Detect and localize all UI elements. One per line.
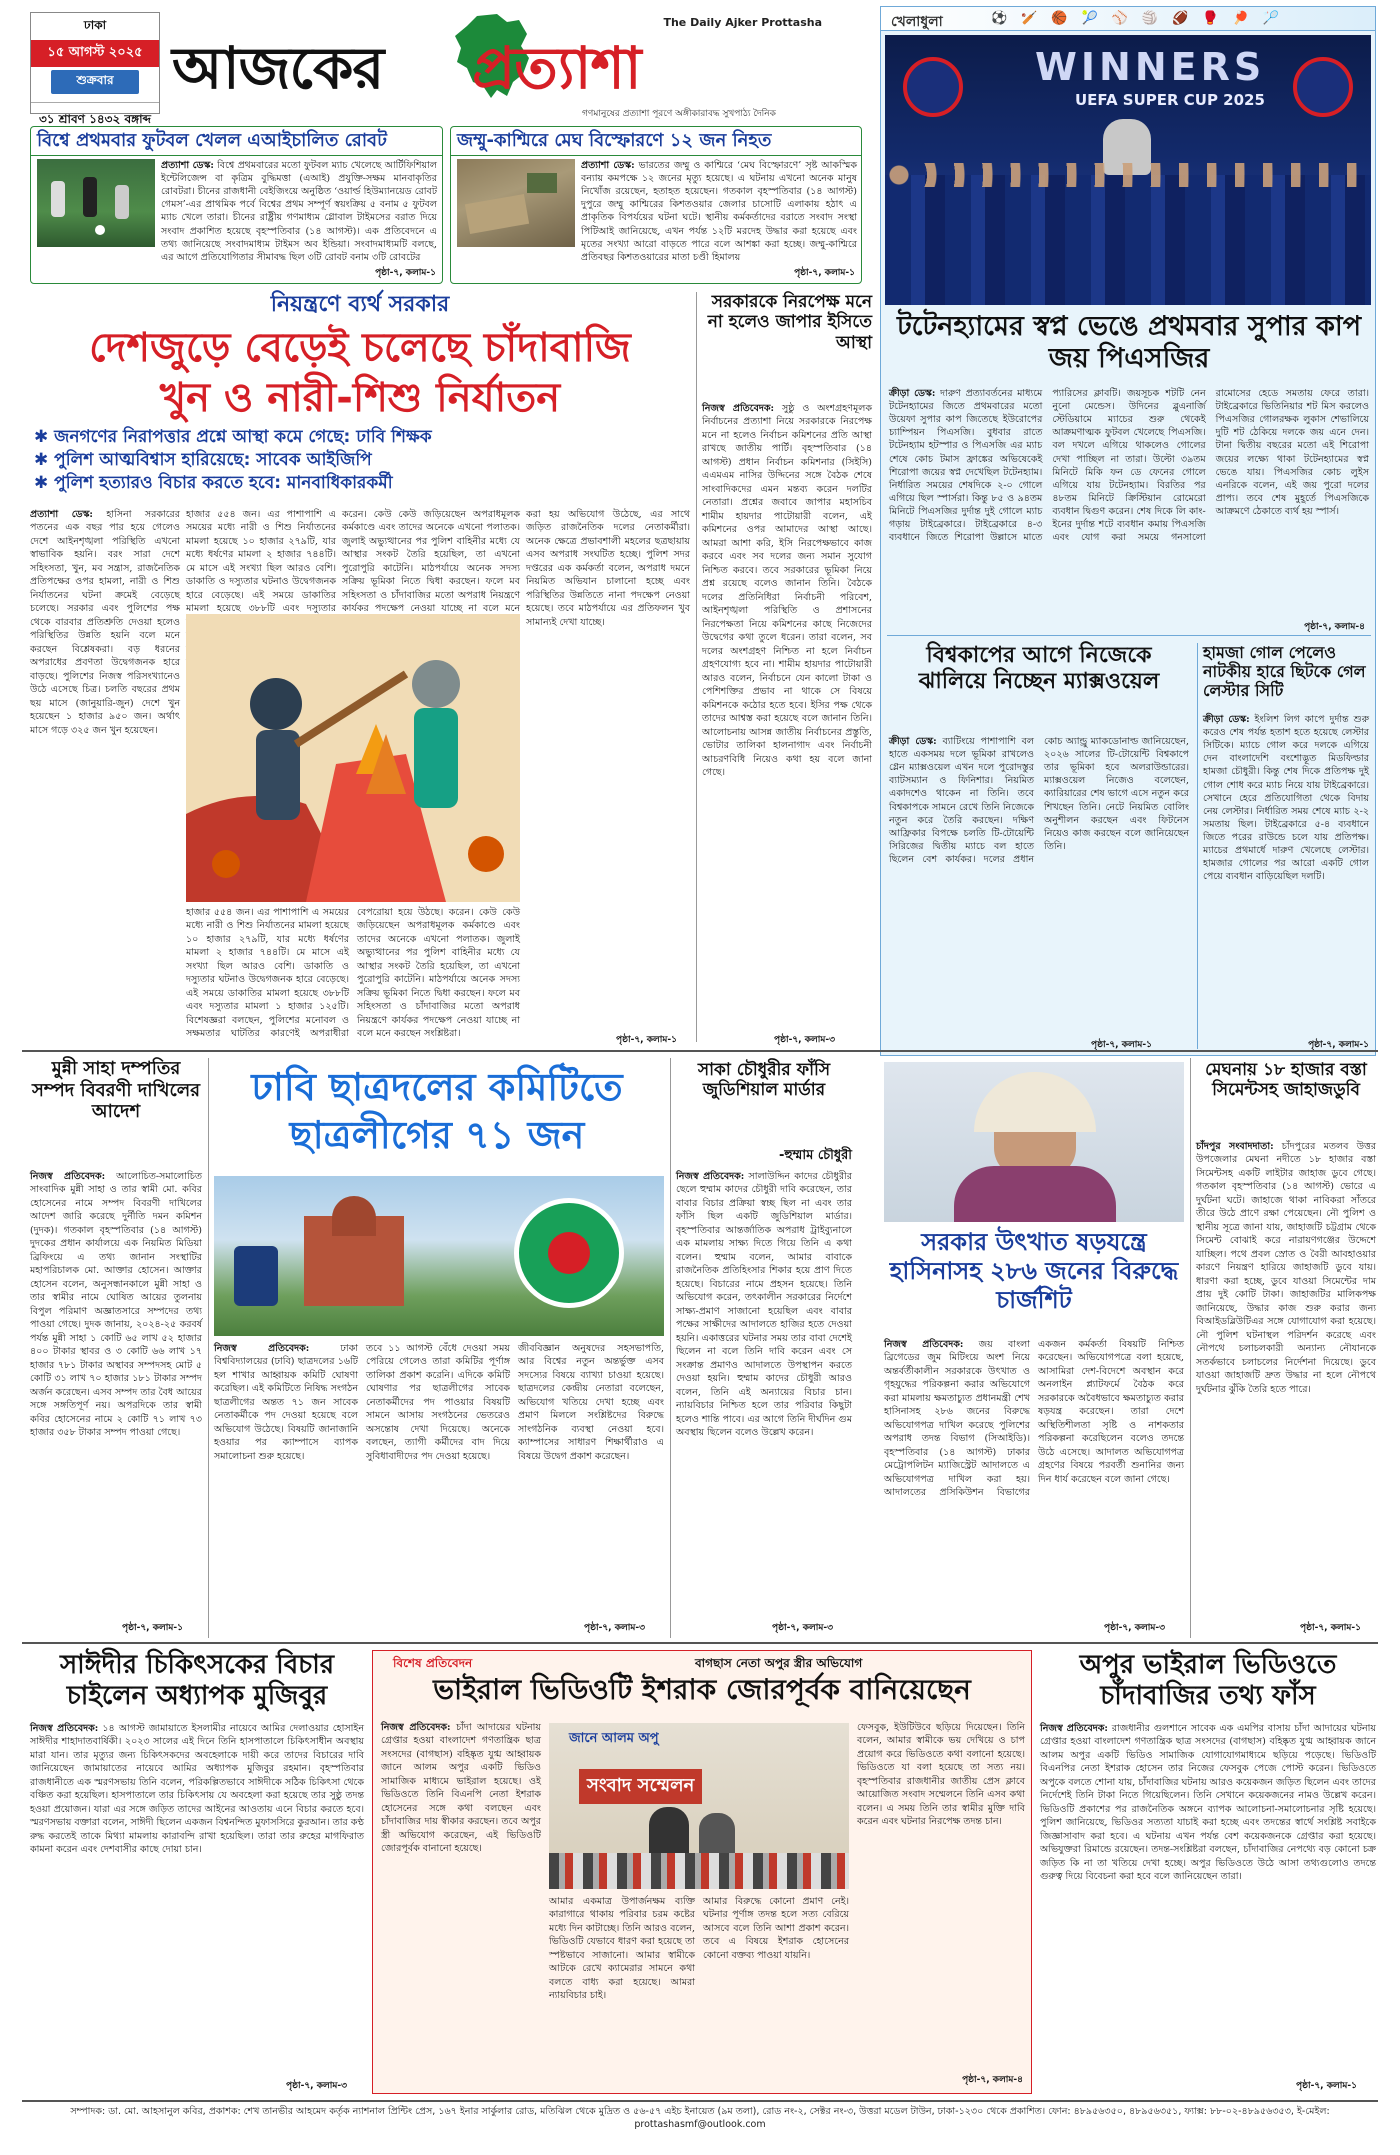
bullet-1: ✱ জনগণের নিরাপত্তার প্রশ্নে আস্থা কমে গেছে: ঢাবি শিক্ষক	[34, 427, 432, 447]
date-english: ১৫ আগস্ট ২০২৫	[31, 40, 159, 67]
viral-col-1: নিজস্ব প্রতিবেদক: চাঁদা আদায়ের ঘটনায় গ্রেপ্তার হওয়া বাংলাদেশ গণতান্ত্রিক ছাত্র সংসদের (বাগছাস) বহিষ্কৃত যুগ্ম আহ্বায়ক জানে আলম অপুর একটি ভিডিও সামাজিক মাধ্যমে ভাইরাল হয়েছে। ওই ভিডিওতে তিনি বিএনপি নেতা ইশরাক হোসেনের সঙ্গে কথা বলছেন এবং চাঁদাবাজির দায় স্বীকার করছেন। তবে অপুর স্ত্রী অভিযোগ করেছেন, এই ভিডিওটি জোরপূর্বক বানানো হয়েছে।	[381, 1722, 541, 1855]
logo-part-2: প্রত্যাশা	[472, 34, 641, 102]
apu-headline[interactable]: অপুর ভাইরাল ভিডিওতে চাঁদাবাজির তথ্য ফাঁস	[1079, 1650, 1337, 1712]
lead-headline-1[interactable]: দেশজুড়ে বেড়েই চলেছে চাঁদাবাজি	[89, 325, 631, 371]
viral-report-box	[372, 1650, 1032, 2094]
sports-lead-headline[interactable]: টটেনহ্যামের স্বপ্ন ভেঙে প্রথমবার সুপার কাপ জয় পিএসজির	[896, 311, 1362, 375]
sports-header	[881, 7, 1375, 31]
lead-col-2: হাজার ৫৫৪ জন। এর পাশাপাশি এ সময়ের মধ্যে নারী ও শিশু নির্যাতনের মামলা হয়েছে ১০ হাজার ২৭৯টি, যার মধ্যে ধর্ষণের মামলা ২ হাজার ৭৪৪টি। মে মাসে এই সংখ্যা ছিল আরও বেশি। ডাকাতি ও দস্যুতার ঘটনাও উদ্বেগজনক হারে বেড়েছে। এই সময়ে ডাকাতির মামলা হয়েছে ৩৮৮টি এবং দস্যুতার	[186, 509, 336, 615]
sayeedi-continue[interactable]: পৃষ্ঠা-৭, কলাম-৩	[282, 2078, 347, 2093]
munni-headline[interactable]: মুন্নী সাহা দম্পতির সম্পদ বিবরণী দাখিলের আদেশ	[31, 1058, 201, 1123]
lead-col-3: করেন। কেউ কেউ জড়িয়েছেন অপরাধমূলক কর্মকাণ্ডে এবং তাদের অনেকে এখনো পলাতক। জুলাই অভ্যুত্থানের পর পুলিশ বাহিনীর মধ্যে যে আস্থার সংকট তৈরি হয়েছিল, তা এখনো পুরোপুরি কাটেনি। মাঠপর্যায়ে অনেক সদস্য সক্রিয় ভূমিকা নিতে দ্বিধা করছেন। ফলে মব সহিংসতা ও চাঁদাবাজির মতো অপরাধ নিয়ন্ত্রণে কার্যকর পদক্ষেপ নেওয়া যাচ্ছে না বলে মনে	[342, 509, 520, 615]
meghna-continue[interactable]: পৃষ্ঠা-৭, কলাম-১	[1296, 1620, 1361, 1635]
sports-section-label: খেলাধুলা	[891, 14, 943, 30]
meghna-body: চাঁদপুর সংবাদদাতা: চাঁদপুরের মতলব উত্তর উপজেলার মেঘনা নদীতে ১৮ হাজার বস্তা সিমেন্টসহ একটি লাইটার জাহাজ ডুবে গেছে। গতকাল বৃহস্পতিবার (১৪ আগস্ট) ভোরে এ দুর্ঘটনা ঘটে। জাহাজে থাকা নাবিকরা সাঁতরে তীরে উঠে প্রাণে রক্ষা পেয়েছেন। নৌ পুলিশ ও স্থানীয় সূত্রে জানা যায়, জাহাজটি চট্টগ্রাম থেকে সিমেন্ট বোঝাই করে নারায়ণগঞ্জের উদ্দেশে যাচ্ছিল। পথে প্রবল স্রোত ও বৈরী আবহাওয়ার কারণে নিয়ন্ত্রণ হারিয়ে জাহাজটি ডুবে যায়। ধারণা করা হচ্ছে, ডুবে যাওয়া সিমেন্টের দাম প্রায় দুই কোটি টাকা। জাহাজটির মালিকপক্ষ জানিয়েছে, উদ্ধার কাজ শুরু করার জন্য বিআইডব্লিউটিএর সঙ্গে যোগাযোগ করা হয়েছে। নৌ পুলিশ ঘটনাস্থল পরিদর্শন করেছে এবং নৌপথে চলাচলকারী অন্যান্য নৌযানকে সতর্কভাবে চলাচলের নির্দেশনা দিয়েছে। ডুবে যাওয়া জাহাজটি দ্রুত উদ্ধার না হলে নৌপথে দুর্ঘটনার ঝুঁকি তৈরি হতে পারে।	[1196, 1141, 1376, 1395]
apu-body: নিজস্ব প্রতিবেদক: রাজধানীর গুলশানে সাবেক এক এমপির বাসায় চাঁদা আদায়ের ঘটনায় গ্রেপ্তার হওয়া বাংলাদেশ গণতান্ত্রিক ছাত্র সংসদের (বাগছাস) বহিষ্কৃত যুগ্ম আহ্বায়ক জানে আলম অপুর একটি ভিডিও সামাজিক যোগাযোগমাধ্যমে ছড়িয়ে পড়েছে। ভিডিওটি বিএনপির নেতা ইশরাক হোসেন তার নিজের ফেসবুক পেজে পোস্ট করেন। ভিডিওতে অপুকে বলতে শোনা যায়, চাঁদাবাজির ঘটনায় আরও কয়েকজন জড়িত ছিলেন এবং তাদের নির্দেশেই তিনি টাকা নিতে গিয়েছিলেন। তিনি সেখানে কয়েকজনের নামও উল্লেখ করেন। ভিডিওটি প্রকাশের পর রাজনৈতিক অঙ্গনে ব্যাপক আলোচনা-সমালোচনার সৃষ্টি হয়েছে। পুলিশ জানিয়েছে, ভিডিওর সত্যতা যাচাই করা হচ্ছে এবং তদন্তের স্বার্থে সংশ্লিষ্ট সবাইকে জিজ্ঞাসাবাদ করা হবে। এ ঘটনায় এখন পর্যন্ত বেশ কয়েকজনকে গ্রেপ্তার করা হয়েছে। অভিযুক্তরা রিমান্ডে রয়েছেন। তদন্ত-সংশ্লিষ্টরা বলছেন, চাঁদাবাজির নেপথ্যে বড় কোনো চক্র জড়িত কি না তা খতিয়ে দেখা হচ্ছে। অপুর ভিডিওতে উঠে আসা তথ্যগুলোও তদন্তে গুরুত্ব দিয়ে বিবেচনা করা হবে বলে জানিয়েছেন তারা।	[1040, 1723, 1376, 1883]
date-box	[30, 12, 160, 124]
sports-panel	[880, 6, 1376, 1056]
city: ঢাকা	[83, 18, 107, 32]
imprint-footer: সম্পাদক: ডা. মো. আহসানুল কবির, প্রকাশক: শেখ তানভীর আহমেদ কর্তৃক ন্যাশনাল প্রিন্টিং প্রেস, ১৬৭ ইনার সার্কুলার রোড, মতিঝিল থেকে মুদ্রিত ও ৫৬-৫৭ এইচ ইনায়েত (৯ম তলা), রোড নং-২, সেক্টর নং-৩, উত্তরা মডেল টাউন, ঢাকা-১২৩০ থেকে প্রকাশিত। ফোন: ৪৮৯৫৬৩৫০, ৪৮৯৫৬৩৫১, ফ্যাক্স: ৮৮-০২-৪৮৯৫৬৩৫৩, ই-মেইল: prottashasmf@outlook.com	[70, 2106, 1330, 2130]
dhaka-university-photo	[214, 1176, 664, 1336]
flood-photo	[457, 159, 575, 247]
saka-body: নিজস্ব প্রতিবেদক: সালাউদ্দিন কাদের চৌধুরীর ছেলে হুম্মাম কাদের চৌধুরী দাবি করেছেন, তার বাবার বিচার প্রক্রিয়া স্বচ্ছ ছিল না এবং তার ফাঁসি ছিল একটি জুডিশিয়াল মার্ডার। বৃহস্পতিবার আন্তর্জাতিক অপরাধ ট্রাইব্যুনালে এক মামলায় সাক্ষ্য দিতে গিয়ে তিনি এ কথা বলেন। হুম্মাম বলেন, আমার বাবাকে রাজনৈতিক প্রতিহিংসার শিকার হয়ে প্রাণ দিতে হয়েছে। বিচারের নামে প্রহসন হয়েছে। তিনি অভিযোগ করেন, তৎকালীন সরকারের নির্দেশে সাক্ষ্য-প্রমাণ সাজানো হয়েছিল এবং বাবার পক্ষের সাক্ষীদের আদালতে হাজির হতে দেওয়া হয়নি। একাত্তরের ঘটনার সময় তার বাবা দেশেই ছিলেন না বলে তিনি দাবি করেন এবং সে সংক্রান্ত প্রমাণও আদালতে উপস্থাপন করতে দেওয়া হয়নি। হুম্মাম কাদের চৌধুরী আরও বলেন, তিনি এই অন্যায়ের বিচার চান। ন্যায়বিচার নিশ্চিত হলে তার পরিবার কিছুটা হলেও শান্তি পাবে। এর আগে তিনি দীর্ঘদিন গুম অবস্থায় ছিলেন বলেও উল্লেখ করেন।	[676, 1171, 852, 1439]
saka-subhead: -হুম্মাম চৌধুরী	[778, 1148, 852, 1163]
weekday: শুক্রবার	[51, 70, 139, 94]
saka-continue[interactable]: পৃষ্ঠা-৭, কলাম-৩	[768, 1620, 833, 1635]
photo-banner: সংবাদ সম্মেলন	[579, 1769, 702, 1804]
robot-photo	[37, 159, 155, 247]
violence-illustration-icon	[186, 614, 520, 902]
photo-caption: UEFA SUPER CUP 2025	[1075, 91, 1265, 109]
lead-lower-text: হাজার ৫৫৪ জন। এর পাশাপাশি এ সময়ের মধ্যে নারী ও শিশু নির্যাতনের মামলা হয়েছে ১০ হাজার ২৭৯টি, যার মধ্যে ধর্ষণের মামলা ২ হাজার ৭৪৪টি। মে মাসে এই সংখ্যা ছিল আরও বেশি। ডাকাতি ও দস্যুতার ঘটনাও উদ্বেগজনক হারে বেড়েছে। এই সময়ে ডাকাতির মামলা হয়েছে ৩৮৮টি এবং দস্যুতার মামলা ১ হাজার ১২৫টি। বিশেষজ্ঞরা বলছেন, পুলিশের মনোবল ও সক্ষমতার ঘাটতির কারণেই অপরাধীরা বেপরোয়া হয়ে উঠছে। করেন। কেউ কেউ জড়িয়েছেন অপরাধমূলক কর্মকাণ্ডে এবং তাদের অনেকে এখনো পলাতক। জুলাই অভ্যুত্থানের পর পুলিশ বাহিনীর মধ্যে যে আস্থার সংকট তৈরি হয়েছিল, তা এখনো পুরোপুরি কাটেনি। মাঠপর্যায়ে অনেক সদস্য সক্রিয় ভূমিকা নিতে দ্বিধা করছেন। ফলে মব সহিংসতা ও চাঁদাবাজির মতো অপরাধ নিয়ন্ত্রণে কার্যকর পদক্ষেপ নেওয়া যাচ্ছে না বলে মনে করছেন সংশ্লিষ্টরা।	[186, 907, 520, 1040]
maxwell-body: ক্রীড়া ডেস্ক: ব্যাটিংয়ে পাশাপাশি বল হাতে একসময় দলে ভূমিকা রাখলেও গ্লেন ম্যাক্সওয়েল এখন দলে পুরোদস্তুর ব্যাটসম্যান ও ফিনিশার। নিয়মিত একাদশেও থাকেন না তিনি। তবে বিশ্বকাপকে সামনে রেখে তিনি নিজেকে নতুন করে তৈরি করছেন। দক্ষিণ আফ্রিকার বিপক্ষে চলতি টি-টোয়েন্টি সিরিজের দ্বিতীয় ম্যাচে বল হাতে ছিলেন বেশ কার্যকর। দলের প্রধান কোচ অ্যান্ড্রু ম্যাকডোনাল্ড জানিয়েছেন, ২০২৬ সালের টি-টোয়েন্টি বিশ্বকাপে তার ভূমিকা হবে অলরাউন্ডারের। ম্যাক্সওয়েল নিজেও বলেছেন, ক্যারিয়ারের শেষ ভাগে এসে নতুন করে শিখছেন তিনি। নেটে নিয়মিত বোলিং অনুশীলন করছেন এবং ফিটনেস নিয়েও কাজ করছেন বলে জানিয়েছেন তিনি।	[889, 736, 1189, 865]
chhatradal-continue[interactable]: পৃষ্ঠা-৭, কলাম-৩	[580, 1620, 645, 1635]
special-report-label: বিশেষ প্রতিবেদন	[393, 1656, 473, 1670]
lead-headline-2[interactable]: খুন ও নারী-শিশু নির্যাতন	[159, 375, 561, 421]
hasina-continue[interactable]: পৃষ্ঠা-৭, কলাম-৩	[1100, 1620, 1165, 1635]
hasina-photo	[884, 1062, 1184, 1222]
viral-col-4: আমার বিরুদ্ধে কোনো প্রমাণ নেই। ঘটনার পূর্ণাঙ্গ তদন্ত হলে সত্য বেরিয়ে আসবে বলে তিনি আশা প্রকাশ করেন। তবে এ বিষয়ে ইশরাক হোসেনের কোনো বক্তব্য পাওয়া যায়নি।	[703, 1896, 849, 1961]
story-body: প্রত্যাশা ডেস্ক: বিশ্বে প্রথমবারের মতো ফুটবল ম্যাচ খেলেছে আর্টিফিশিয়াল ইন্টেলিজেন্স বা কৃত্রিম বুদ্ধিমত্তা (এআই) প্রযুক্তি-সক্ষম মানবাকৃতির রোবটরা। চীনের রাজধানী বেইজিংয়ে অনুষ্ঠিত ‘ওয়ার্ল্ড হিউম্যানয়েড রোবট গেমস’-এর প্রাথমিক পর্বে বিশ্বের প্রথম সম্পূর্ণ স্বয়ংক্রিয় ৫ বনাম ৫ ফুটবল ম্যাচ খেলে তারা। চীনের রাষ্ট্রীয় গণমাধ্যম গ্লোবাল টাইমসের বরাত দিয়ে সংবাদ প্রকাশিত হয়েছে বৃহস্পতিবার (১৪ আগস্ট)। এক প্রতিবেদনে এ তথ্য জানিয়েছে সংবাদমাধ্যম টাইমস অব ইন্ডিয়া। সংবাদমাধ্যমটি বলছে, এর আগে প্রতিযোগিতার সীমাবদ্ধ ছিল ৩টি রোবট বনাম ৩টি রোবটের	[161, 160, 437, 263]
chhatradal-col-1: নিজস্ব প্রতিবেদক: ঢাকা বিশ্ববিদ্যালয়ের (ঢাবি) ছাত্রদলের ১৬টি হল শাখার আহ্বায়ক কমিটি ঘোষণা করেছিল। এই কমিটিতে নিষিদ্ধ সংগঠন ছাত্রলীগের অন্তত ৭১ জন সাবেক নেতাকর্মীকে পদ দেওয়া হয়েছে বলে অভিযোগ উঠেছে। বিষয়টি জানাজানি হওয়ার পর ক্যাম্পাসে ব্যাপক সমালোচনা শুরু হয়েছে।	[214, 1343, 358, 1462]
logo	[172, 12, 852, 102]
lead-col-4: করা হয় অভিযোগ উঠেছে, এর সাথে জড়িত রাজনৈতিক দলের নেতাকর্মীরা। অনেক ক্ষেত্রে প্রভাবশালী মহলের ছত্রছায়ায় এসব অপরাধ সংঘটিত হচ্ছে। পুলিশ সদর দপ্তরের এক কর্মকর্তা বলেন, অপরাধ দমনে নিয়মিত অভিযান চালানো হচ্ছে এবং পরিস্থিতির উন্নতিতে নানা পদক্ষেপ নেওয়া হয়েছে। তবে মাঠপর্যায়ে এর প্রতিফলন খুব সামান্যই দেখা যাচ্ছে।	[526, 509, 690, 628]
sports-lead-continue[interactable]: পৃষ্ঠা-৭, কলাম-৪	[1304, 622, 1365, 632]
masthead	[22, 6, 858, 124]
viral-headline[interactable]: ভাইরাল ভিডিওটি ইশরাক জোরপূর্বক বানিয়েছেন	[433, 1673, 971, 1706]
chhatradal-headline[interactable]: ঢাবি ছাত্রদলের কমিটিতে ছাত্রলীগের ৭১ জন	[251, 1065, 623, 1157]
hasina-body-main: নিজস্ব প্রতিবেদক: জয় বাংলা ব্রিগেডের জুম মিটিংয়ে অংশ নিয়ে অন্তর্বর্তীকালীন সরকারকে উৎখাত ও গৃহযুদ্ধের পরিকল্পনা করার অভিযোগে করা মামলায় ক্ষমতাচ্যুত প্রধানমন্ত্রী শেখ হাসিনাসহ ২৮৬ জনের বিরুদ্ধে অভিযোগপত্র দাখিল করেছে পুলিশের অপরাধ তদন্ত বিভাগ (সিআইডি)। বৃহস্পতিবার (১৪ আগস্ট) ঢাকার মেট্রোপলিটন ম্যাজিস্ট্রেট আদালতে এ অভিযোগপত্র দাখিল করা হয়। আদালতের প্রসিকিউশন বিভাগের একজন কর্মকর্তা বিষয়টি নিশ্চিত করেছেন। অভিযোগপত্রে বলা হয়েছে, আসামিরা দেশ-বিদেশে অবস্থান করে অনলাইন প্ল্যাটফর্মে বৈঠক করে সরকারকে অবৈধভাবে ক্ষমতাচ্যুত করার ষড়যন্ত্র করেছেন। তারা দেশে অস্থিতিশীলতা সৃষ্টি ও নাশকতার পরিকল্পনা করেছিলেন বলেও তদন্তে উঠে এসেছে। আদালত অভিযোগপত্র গ্রহণের বিষয়ে পরবর্তী শুনানির জন্য দিন ধার্য করেছেন বলে জানা গেছে।	[884, 1339, 1184, 1499]
hamza-continue[interactable]: পৃষ্ঠা-৭, কলাম-১	[1304, 1037, 1369, 1052]
continue-label[interactable]: পৃষ্ঠা-৭, কলাম-১	[371, 265, 436, 280]
chhatradal-col-3: জীববিজ্ঞান অনুষদের সহসভাপতি, আর বিশ্বের নতুন অন্তর্ভুক্ত এসব সদস্যের বিষয়ে ব্যাখ্যা চাওয়া হয়েছে। ছাত্রদলের কেন্দ্রীয় নেতারা বলেছেন, অভিযোগ খতিয়ে দেখা হচ্ছে এবং প্রমাণ মিললে সংশ্লিষ্টদের বিরুদ্ধে সাংগঠনিক ব্যবস্থা নেওয়া হবে। ক্যাম্পাসের সাধারণ শিক্ষার্থীরাও এ বিষয়ে উদ্বেগ প্রকাশ করেছেন।	[518, 1343, 664, 1462]
photo-name-text: জানে আলম অপু	[569, 1731, 659, 1746]
sports-lead-body: ক্রীড়া ডেস্ক: দারুণ প্রত্যাবর্তনের মাধ্যমে টটেনহ্যামের জিতে প্রথমবারের মতো উয়েফা সুপার কাপ জিতেছে ইউরোপের চ্যাম্পিয়ন পিএসজি। বুধবার রাতে টটেনহ্যাম হটস্পার ও পিএসজি এর ম্যাচ শেষে কোচ টমাস ফ্রাঙ্কের অভিষেকেই শিরোপা জয়ের স্বপ্ন দেখেছিল টটেনহ্যাম। নির্ধারিত সময়ের শেষদিকে ২-০ গোলে এগিয়ে ছিল স্পার্সরা। কিন্তু ৮৫ ও ৯৪তম মিনিটে পিএসজির দুর্দান্ত দুই গোলে ম্যাচ গড়ায় টাইব্রেকারে। টাইব্রেকারে ৪-৩ ব্যবধানে জিতে শিরোপা উল্লাসে মাতে প্যারিসের ক্লাবটি। জয়সূচক শটটি নেন নুনো মেন্ডেস। উদিনের ব্লুএনার্জি স্টেডিয়ামে ম্যাচের শুরু থেকেই আক্রমণাত্মক ফুটবল খেলেছে পিএসজি। বল দখলে এগিয়ে থাকলেও গোলের দেখা পাচ্ছিল না তারা। উল্টো ৩৯তম মিনিটে মিকি ফন ডে ফেনের গোলে এগিয়ে যায় টটেনহ্যাম। বিরতির পর ৪৮তম মিনিটে ক্রিস্টিয়ান রোমেরো ব্যবধান দ্বিগুণ করেন। শেষ দিকে লি কাং-ইনের দুর্দান্ত শটে ব্যবধান কমায় পিএসজি এবং যোগ করা সময়ে গনসালো রামোসের হেডে সমতায় ফেরে তারা। টাইব্রেকারে ভিতিনিয়ার শট মিস করলেও পিএসজির গোলরক্ষক লুকাস শেভালিয়ে দুটি শট ঠেকিয়ে দলকে জয় এনে দেন। টানা দ্বিতীয় বছরের মতো এই শিরোপা জয়ের লক্ষ্যে থাকা টটেনহ্যামের স্বপ্ন ভেঙে যায়। পিএসজির কোচ লুইস এনরিকে বলেন, এই জয় পুরো দলের প্রাপ্য। তবে শেষ মুহূর্তে পিএসজিকে আক্রমণে ঠেকাতে ব্যর্থ হয় স্পার্স।	[889, 388, 1369, 544]
bullet-2: ✱ পুলিশ আত্মবিশ্বাস হারিয়েছে: সাবেক আইজিপি	[34, 449, 372, 470]
viral-col-3: আমার একমাত্র উপার্জনক্ষম ব্যক্তি কারাগারে থাকায় পরিবার চরম কষ্টের মধ্যে দিন কাটাচ্ছে। তিনি আরও বলেন, ভিডিওটি যেভাবে ধারণ করা হয়েছে তা স্পষ্টভাবে সাজানো। আমার স্বামীকে আটকে রেখে ক্যামেরার সামনে কথা বলতে বাধ্য করা হয়েছে। আমরা ন্যায়বিচার চাই।	[549, 1896, 695, 2002]
maxwell-headline[interactable]: বিশ্বকাপের আগে নিজেকে ঝালিয়ে নিচ্ছেন ম্যাক্সওয়েল	[918, 643, 1160, 695]
saka-headline[interactable]: সাকা চৌধুরীর ফাঁসি জুডিশিয়াল মার্ডার	[697, 1060, 831, 1101]
story-body: প্রত্যাশা ডেস্ক: ভারতের জম্মু ও কাশ্মিরে ‘মেঘ বিস্ফোরণে’ সৃষ্ট আকস্মিক বন্যায় কমপক্ষে ১২ জনের মৃত্যু হয়েছে। এ ঘটনায় এখনো অনেক মানুষ নিখোঁজ রয়েছেন, হতাহত হয়েছেন। গতকাল বৃহস্পতিবার (১৪ আগস্ট) দুপুরে জম্মু কাশ্মিরের কিশতওয়ার জেলার চাসোটি এলাকায় হঠাৎ এ প্রাকৃতিক বিপর্যয়ের ঘটনা ঘটে। স্থানীয় কর্মকর্তাদের বরাতে সংবাদ সংস্থা পিটিআই জানিয়েছে, এখন পর্যন্ত ১২টি মরদেহ উদ্ধার করা হয়েছে এবং মৃতের সংখ্যা আরো বাড়তে পারে বলে আশঙ্কা করা হচ্ছে। জম্মু-কাশ্মিরে প্রতিবছর কিশতওয়ারের মাতা চণ্ডী হিমালয়	[581, 160, 857, 263]
bullet-3: ✱ পুলিশ হত্যারও বিচার করতে হবে: মানবাধিকারকর্মী	[34, 472, 393, 493]
lead-illustration	[186, 614, 520, 902]
apu-continue[interactable]: পৃষ্ঠা-৭, কলাম-১	[1292, 2078, 1357, 2093]
headline[interactable]: জম্মু-কাশ্মিরে মেঘ বিস্ফোরণে ১২ জন নিহত	[451, 127, 861, 156]
top-story-kashmir	[450, 126, 862, 284]
english-name: The Daily Ajker Prottasha	[663, 16, 822, 29]
ec-body: নিজস্ব প্রতিবেদক: সুষ্ঠু ও অংশগ্রহণমূলক নির্বাচনের প্রত্যাশা নিয়ে সরকারকে নিরপেক্ষ মনে না হলেও নির্বাচন কমিশনের প্রতি আস্থা রাখছে জাতীয় পার্টি। বৃহস্পতিবার (১৪ আগস্ট) প্রধান নির্বাচন কমিশনার (সিইসি) এএমএম নাসির উদ্দিনের সঙ্গে বৈঠক শেষে সাংবাদিকদের এমন মন্তব্য করেন দলটির নেতারা। প্রশ্নের জবাবে জাপার মহাসচিব শামীম হায়দার পাটোয়ারী বলেন, এই কমিশনের ওপর আমাদের আস্থা আছে। আমরা আশা করি, ইসি নিরপেক্ষভাবে কাজ করবে এবং সব দলের জন্য সমান সুযোগ নিশ্চিত করবে। তবে সরকারের ভূমিকা নিয়ে প্রশ্ন রয়েছে বলেও জানান তিনি। বৈঠকে দলের প্রতিনিধিরা নির্বাচনী পরিবেশ, আইনশৃঙ্খলা পরিস্থিতি ও প্রশাসনের নিরপেক্ষতা নিয়ে কমিশনের কাছে নিজেদের উদ্বেগের কথা তুলে ধরেন। তারা বলেন, সব দলের অংশগ্রহণ নিশ্চিত না হলে নির্বাচন গ্রহণযোগ্য হবে না। শামীম হায়দার পাটোয়ারী আরও বলেন, নির্বাচনে যেন কালো টাকা ও পেশিশক্তির প্রভাব না থাকে সে বিষয়ে কমিশনকে কঠোর হতে হবে। ইসির পক্ষ থেকে তাদের আশ্বস্ত করা হয়েছে বলে জানান তিনি। আলোচনায় আসন্ন জাতীয় নির্বাচনের প্রস্তুতি, ভোটার তালিকা হালনাগাদ এবং নির্বাচনী আচরণবিধি নিয়েও কথা হয় বলে জানা গেছে।	[702, 403, 872, 779]
meghna-headline[interactable]: মেঘনায় ১৮ হাজার বস্তা সিমেন্টসহ জাহাজডুবি	[1205, 1060, 1367, 1101]
hamza-body: ক্রীড়া ডেস্ক: ইংলিশ লিগ কাপে দুর্দান্ত শুরু করেও শেষ পর্যন্ত হতাশ হতে হয়েছে লেস্টার সিটিকে। ম্যাচে গোল করে দলকে এগিয়ে দেন বাংলাদেশি বংশোদ্ভূত মিডফিল্ডার হামজা চৌধুরী। কিন্তু শেষ দিকে প্রতিপক্ষ দুই গোল শোধ করে ম্যাচ নিয়ে যায় টাইব্রেকারে। সেখানে হেরে প্রতিযোগিতা থেকে বিদায় নেয় লেস্টার। নির্ধারিত সময় শেষে ম্যাচ ২-২ সমতায় ছিল। টাইব্রেকারে ৫-৪ ব্যবধানে জিতে পরের রাউন্ডে চলে যায় প্রতিপক্ষ। ম্যাচের প্রথমার্ধে দারুণ খেলেছে লেস্টার। হামজার গোলের পর আরো একটি গোল পেয়ে ব্যবধান বাড়িয়েছিল দলটি।	[1203, 714, 1369, 883]
sayeedi-headline[interactable]: সাঈদীর চিকিৎসকের বিচার চাইলেন অধ্যাপক মুজিবুর	[59, 1650, 335, 1712]
ec-headline[interactable]: সরকারকে নিরপেক্ষ মনে না হলেও জাপার ইসিতে আস্থা	[707, 292, 872, 353]
hamza-headline[interactable]: হামজা গোল পেলেও নাটকীয় হারে ছিটকে গেল লেস্টার সিটি	[1203, 643, 1366, 701]
viral-col-2: ফেসবুক, ইউটিউবে ছড়িয়ে দিয়েছেন। তিনি বলেন, আমার স্বামীকে ভয় দেখিয়ে ও চাপ প্রয়োগ করে ভিডিওতে কথা বলানো হয়েছে। ভিডিওতে যা বলা হয়েছে তা সত্য নয়। বৃহস্পতিবার রাজধানীর জাতীয় প্রেস ক্লাবে আয়োজিত সংবাদ সম্মেলনে তিনি এসব কথা বলেন। এ সময় তিনি তার স্বামীর মুক্তি দাবি করেন এবং ঘটনার নিরপেক্ষ তদন্ত চান।	[857, 1722, 1025, 1828]
munni-continue[interactable]: পৃষ্ঠা-৭, কলাম-১	[118, 1620, 183, 1635]
sports-icons: ⚽🏏🏀🎾⚾🏐🏈🥊🏓🏸	[991, 11, 1293, 26]
ec-continue[interactable]: পৃষ্ঠা-৭, কলাম-৩	[770, 1032, 835, 1047]
logo-part-1: আজকের	[172, 34, 384, 102]
lead-continue[interactable]: পৃষ্ঠা-৭, কলাম-১	[612, 1032, 677, 1047]
photo-banner-text: WINNERS	[1035, 45, 1266, 89]
lead-kicker: নিয়ন্ত্রণে ব্যর্থ সরকার	[270, 292, 450, 317]
tagline: গণমানুষের প্রত্যাশা পূরণে অঙ্গীকারাবদ্ধ সুখপাঠ্য দৈনিক	[582, 109, 776, 119]
lead-bullets	[34, 426, 694, 495]
press-conference-photo	[549, 1723, 849, 1889]
chhatradal-col-2: তবে ১১ আগস্ট বেঁধে দেওয়া সময় পেরিয়ে গেলেও তারা কমিটির পূর্ণাঙ্গ তালিকা প্রকাশ করেনি। এদিকে কমিটি ঘোষণার পর ছাত্রলীগের সাবেক নেতাকর্মীদের পদ পাওয়ার বিষয়টি সামনে আসায় সংগঠনের ভেতরেও অসন্তোষ দেখা দিয়েছে। অনেকে বলছেন, ত্যাগী কর্মীদের বাদ দিয়ে সুবিধাবাদীদের পদ দেওয়া হয়েছে।	[366, 1343, 510, 1462]
viral-continue[interactable]: পৃষ্ঠা-৭, কলাম-৪	[958, 2072, 1023, 2087]
sayeedi-body: নিজস্ব প্রতিবেদক: ১৪ আগস্ট জামায়াতে ইসলামীর নায়েবে আমির দেলাওয়ার হোসাইন সাঈদীর শাহাদাতবার্ষিকী। ২০২৩ সালের এই দিনে তিনি হাসপাতালে চিকিৎসাধীন অবস্থায় মারা যান। তার মৃত্যুর জন্য চিকিৎসকদের অবহেলাকে দায়ী করে তাদের বিচারের দাবি জানিয়েছেন জামায়াতের নায়েবে আমির অধ্যাপক মুজিবুর রহমান। বৃহস্পতিবার রাজধানীতে এক স্মরণসভায় তিনি বলেন, পরিকল্পিতভাবে সাঈদীকে সঠিক চিকিৎসা থেকে বঞ্চিত করা হয়েছিল। হাসপাতালে তার চিকিৎসায় যে অবহেলা করা হয়েছে তার সুষ্ঠু তদন্ত হওয়া প্রয়োজন। যারা এর সঙ্গে জড়িত তাদের আইনের আওতায় এনে বিচার করতে হবে। স্মরণসভায় বক্তারা বলেন, সাঈদী ছিলেন একজন বিশ্বনন্দিত মুফাসসিরে কুরআন। তার কণ্ঠ রুদ্ধ করতেই তাকে মিথ্যা মামলায় কারাবন্দি রাখা হয়েছিল। তারা তার রুহের মাগফিরাত কামনা করেন এবং দেশবাসীর কাছে দোয়া চান।	[30, 1723, 365, 1856]
psg-trophy-photo	[885, 35, 1371, 305]
lead-col-1: প্রত্যাশা ডেস্ক: হাসিনা সরকারের পতনের এক বছর পার হয়ে গেলেও দেশে আইনশৃঙ্খলা পরিস্থিতি এখনো স্বাভাবিক হয়নি। বরং সারা দেশে সহিংসতা, খুন, মব সন্ত্রাস, রাজনৈতিক প্রতিপক্ষের ওপর হামলা, নারী ও শিশু নির্যাতনের ঘটনা ক্রমেই বেড়েছে চলেছে। সরকার এবং পুলিশের পক্ষ থেকে বারবার প্রতিশ্রুতি দেওয়া হলেও পরিস্থিতির উন্নতি হয়নি বলে মনে করছেন বিশ্লেষকরা। বড় ধরনের অপরাধের প্রবণতা উদ্বেগজনক হারে বাড়ছে। পুলিশের নিজস্ব পরিসংখ্যানেও উঠে এসেছে চিত্র। চলতি বছরের প্রথম ছয় মাসে (জানুয়ারি-জুন) দেশে খুন হয়েছেন ১ হাজার ৯৫০ জন। অর্থাৎ মাসে গড়ে ৩২৫ জন খুন হয়েছেন।	[30, 509, 181, 736]
viral-kicker: বাগছাস নেতা অপুর স্ত্রীর অভিযোগ	[695, 1656, 863, 1670]
top-story-robot	[30, 126, 443, 284]
maxwell-continue[interactable]: পৃষ্ঠা-৭, কলাম-১	[1091, 1040, 1152, 1050]
munni-body: নিজস্ব প্রতিবেদক: আলোচিত-সমালোচিত সাংবাদিক মুন্নী সাহা ও তার স্বামী মো. কবির হোসেনের নামে সম্পদ বিবরণী দাখিলের আদেশ জারি করেছে দুর্নীতি দমন কমিশন (দুদক)। গতকাল বৃহস্পতিবার (১৪ আগস্ট) দুদকের প্রধান কার্যালয়ে এক নিয়মিত মিডিয়া ব্রিফিংয়ে এ তথ্য জানান সংস্থাটির মহাপরিচালক মো. আক্তার হোসেন। আক্তার হোসেন বলেন, অনুসন্ধানকালে মুন্নী সাহা ও তার স্বামীর নামে ঘোষিত আয়ের তুলনায় বিপুল পরিমাণ অজ্ঞাতসারে সম্পদের তথ্য পাওয়া গেছে। দুদক জানায়, ২০২৪-২৫ করবর্ষ পর্যন্ত মুন্নী সাহা ১ কোটি ৬৫ লাখ ৫২ হাজার ৪০০ টাকার স্থাবর ও ৩ কোটি ৬৬ লাখ ১৭ হাজার ৭৮১ টাকার অস্থাবর সম্পদসহ মোট ৫ কোটি ৩১ লাখ ৭০ হাজার ১৮১ টাকার সম্পদ অর্জন করেছেন। এসব সম্পদ তার বৈধ আয়ের সঙ্গে সঙ্গতিপূর্ণ নয়। অপরদিকে তার স্বামী কবির হোসেনের নামে ২ কোটি ৭১ লাখ ৭৩ হাজার ৩৫৮ টাকার সম্পদ পাওয়া গেছে।	[30, 1171, 202, 1439]
date-bengali: ৩১ শ্রাবণ ১৪৩২ বঙ্গাব্দ	[31, 102, 159, 124]
headline[interactable]: বিশ্বে প্রথমবার ফুটবল খেলল এআইচালিত রোবট	[31, 127, 442, 156]
hasina-headline[interactable]: সরকার উৎখাত ষড়যন্ত্রে হাসিনাসহ ২৮৬ জনের বিরুদ্ধে চার্জশিট	[889, 1228, 1179, 1314]
continue-label[interactable]: পৃষ্ঠা-৭, কলাম-১	[790, 265, 855, 280]
